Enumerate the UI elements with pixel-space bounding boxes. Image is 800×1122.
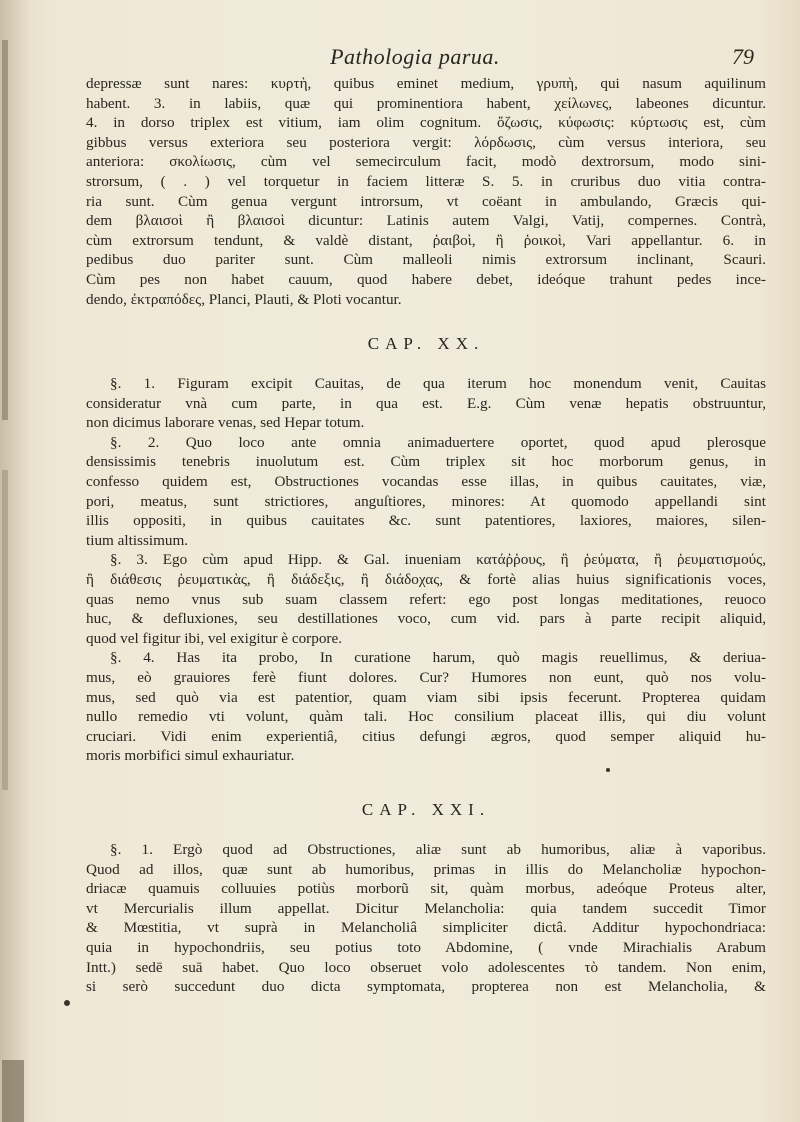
text-line: pedibus duo pariter sunt. Cùm malleoli nimis extrorsum inclinant, Scauri. xyxy=(86,251,766,269)
text-line: §. 1. Figuram excipit Cauitas, de qua iterum hoc monendum venit, Cauitas xyxy=(110,375,766,392)
text-line: §. 4. Has ita probo, In curatione harum, quò magis reuellimus, & deriua- xyxy=(110,649,766,667)
text-line: pori, meatus, sunt strictiores, anguſtiores, minores: At quomodo appellandi sint xyxy=(86,492,766,510)
text-line: cùm extrorsum tendunt, & valdè distant, ῥαιβοὶ, ἢ ῥοικοὶ, Vari appellantur. 6. in xyxy=(86,231,766,249)
text-line: moris morbifici simul exhauriatur. xyxy=(86,747,295,765)
text-line: non dicimus laborare venas, sed Hepar totum. xyxy=(86,414,365,432)
text-line: quia in hypochondriis, seu potius toto Abdomine, ( vnde Mirachialis Arabum xyxy=(86,938,766,956)
text-line: §. 3. Ego cùm apud Hipp. & Gal. inueniam κατάῤῥους, ἢ ῥεύματα, ἢ ῥευματισμούς, xyxy=(110,551,766,569)
running-title: Pathologia parua. xyxy=(330,44,500,69)
text-line: si serò succedunt duo dicta symptomata, propterea non est Melancholia, & xyxy=(86,978,766,996)
text-line: Intt.) sedē suā habet. Quo loco obseruet volo adolescentes τὸ tandem. Non enim, xyxy=(86,958,766,976)
ink-speck xyxy=(606,768,610,772)
text-line: ria sunt. Cùm genua vergunt introrsum, vt coëant in ambulando, Græcis qui- xyxy=(86,192,766,210)
text-block-1 xyxy=(86,74,766,309)
text-line: §. 2. Quo loco ante omnia animaduertere oportet, quod apud plerosque xyxy=(110,433,766,451)
text-line: quas nemo vnus sub suam classem refert: ego post longas meditationes, reuoco xyxy=(86,590,766,608)
binding-shadow xyxy=(2,40,8,420)
text-line: quod vel figitur ibi, vel exigitur è corpore. xyxy=(86,629,343,647)
text-line: densissimis tenebris inuolutum est. Cùm triplex sit hoc morborum genus, in xyxy=(86,453,766,471)
text-line: ἢ διάθεσις ῥευματικὰς, ἢ διάδεξις, ἢ διάδοχας, & fortè alias huius significationis voces, xyxy=(86,570,766,588)
binding-shadow xyxy=(2,1060,24,1122)
text-line: nullo remedio vti volunt, quàm tali. Hoc consilium placeat illis, qui diu volunt xyxy=(86,708,766,726)
text-line: strorsum, ( . ) vel torquetur in faciem litteræ S. 5. in cruribus duo vitia contra- xyxy=(86,172,766,190)
page-header xyxy=(70,44,760,74)
text-line: habent. 3. in labiis, quæ qui prominentiora habent, χείλωνες, labeones dicuntur. xyxy=(86,94,766,112)
text-line: driacæ quamuis colluuies potiùs morborũ sit, quàm morbus, adeóque Proteus alter, xyxy=(86,880,766,898)
text-line: illis oppositi, in quibus cauitates &c. sunt patentiores, laxiores, maiores, silen- xyxy=(86,512,766,530)
text-line: anteriora: σκολίωσις, cùm vel semecirculum facit, modò dextrorsum, modo sini- xyxy=(86,153,766,171)
text-line: §. 1. Ergò quod ad Obstructiones, aliæ sunt ab humoribus, aliæ à vaporibus. xyxy=(110,841,766,858)
chapter-heading: CAP. XXI. xyxy=(361,800,491,819)
text-line: confesso quidem est, Obstructiones vocandas esse illas, in quibus cauitates, viæ, xyxy=(86,472,766,490)
text-block-3 xyxy=(86,840,766,997)
text-line: Quod ad illos, quæ sunt ab humoribus, primas in illis do Melancholiæ hypochon- xyxy=(86,860,766,878)
text-line: consideratur vnà cum parte, in qua est. E.g. Cùm venæ hepatis obstruuntur, xyxy=(86,394,766,412)
text-line: 4. in dorso triplex est vitium, iam olim cognitum. ὅζωσις, κύφωσις: κύρτωσις est, cùm xyxy=(86,114,766,132)
chapter-heading: CAP. XX. xyxy=(367,334,485,353)
text-line: gibbus versus exteriora seu posteriora vergit: λόρδωσις, cùm versus interiora, seu xyxy=(86,133,766,151)
text-line: vt Mercurialis illum appellat. Dicitur Melancholia: quia tandem succedit Timor xyxy=(86,899,766,917)
text-line: dendo, ἐκτραπόδες, Planci, Plauti, & Ploti vocantur. xyxy=(86,290,402,308)
page-gutter xyxy=(0,0,30,1122)
ink-speck xyxy=(64,1000,70,1006)
text-block-2 xyxy=(86,374,766,766)
text-line: Cùm pes non habet cauum, quod habere debet, ideóque trahunt pedes ince- xyxy=(86,270,766,288)
binding-shadow xyxy=(2,470,8,790)
text-line: huc, & defluxiones, seu destillationes voco, cum vid. pars à parte recipit aliquid, xyxy=(86,610,766,628)
text-line: mus, eò grauiores ferè fiunt dolores. Cur? Humores non eunt, quò nos volu- xyxy=(86,668,766,686)
text-line: dem βλαισοὶ ἢ βλαισοὶ dicuntur: Latinis autem Valgi, Vatij, compernes. Contrà, xyxy=(86,212,766,230)
text-line: cruciari. Vidi enim experientiâ, citius defungi ægros, quod semper aliquid hu- xyxy=(86,727,766,745)
text-line: mus, sed quò via est patentior, quam viam sibi ipsis fecerunt. Propterea quidam xyxy=(86,688,766,706)
text-line: & Mœstitia, vt suprà in Melancholiâ simpliciter dictâ. Additur hypochondriaca: xyxy=(86,919,766,937)
page-number: 79 xyxy=(732,44,754,69)
text-line: depressæ sunt nares: κυρτὴ, quibus eminet medium, γρυπὴ, qui nasum aquilinum xyxy=(86,75,766,92)
text-line: tium altissimum. xyxy=(86,531,189,549)
